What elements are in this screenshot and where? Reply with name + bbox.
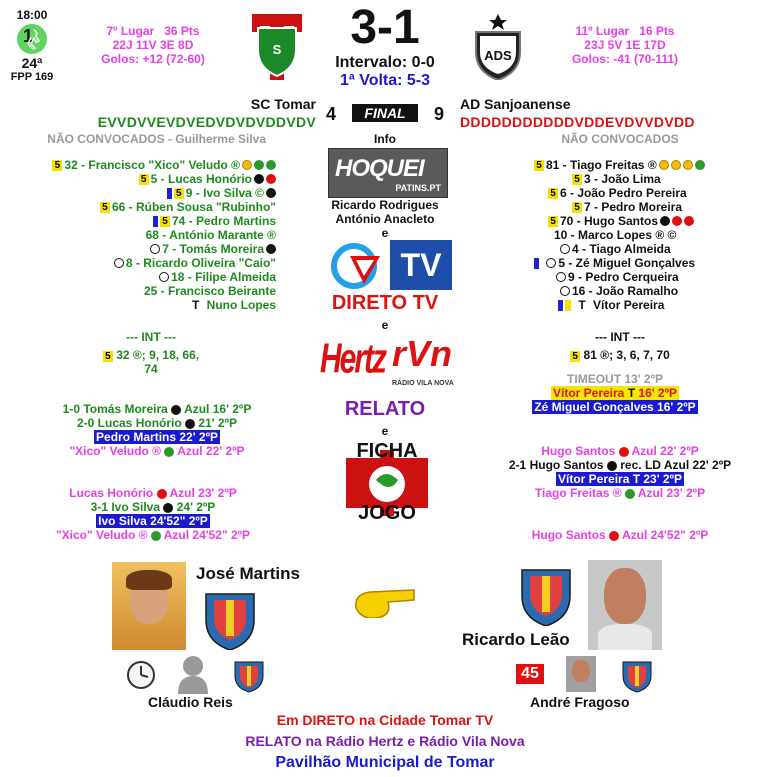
scoreboard [310, 2, 460, 90]
radio-logos[interactable]: Hertz rVn RÁDIO VILA NOVA [320, 333, 454, 387]
home-crest-icon [248, 14, 306, 80]
footer-radio: RELATO na Rádio Hertz e Rádio Vila Nova [245, 733, 525, 749]
round-digit: 1 [23, 26, 34, 46]
home-goals: Golos: +12 (72-60) [101, 52, 205, 66]
clock-icon [126, 660, 156, 690]
timeout-text: TIMEOUT 13' 2ºP [567, 372, 663, 386]
first-leg-score: 1ª Volta: 5-3 [339, 72, 431, 89]
cidade-tomar-tv-logo[interactable] [330, 240, 386, 290]
interval-score: Intervalo: 0-0 [335, 54, 435, 71]
home-team-name: SC Tomar [250, 96, 316, 112]
hertz-logo: Hertz [320, 336, 386, 383]
away-stats [550, 24, 700, 66]
list-item: 5 66 - Rúben Sousa "Rubinho" [100, 200, 276, 214]
match-time: 18:00 [16, 8, 48, 22]
list-item: 5 3 - João Lima [572, 172, 661, 186]
list-item: 10 - Marco Lopes ® © [554, 228, 677, 242]
away-int-line: 81 ®; 3, 6, 7, 70 [583, 348, 670, 362]
final-status-badge: FINAL [352, 104, 418, 122]
list-item: 25 - Francisco Beirante [143, 284, 276, 298]
round-badge [17, 24, 47, 54]
away-events-3: Hugo Santos Azul 24'52" 2ºP [531, 528, 709, 542]
tomar-crest-icon-4 [620, 658, 654, 694]
rvn-logo: rVn [392, 333, 453, 374]
list-item: 5 81 - Tiago Freitas ® [534, 158, 705, 172]
home-form-text: EVVDVVEVDVEDVDVDVDDVDV [97, 114, 316, 130]
home-lineup [30, 158, 276, 312]
away-not-called: NÃO CONVOCADOS [561, 132, 679, 146]
relato-label: RELATO [344, 398, 426, 420]
list-item: 5 6 - João Pedro Pereira [548, 186, 687, 200]
away-position: 11º Lugar [575, 24, 630, 38]
referee-second: António Anacleto [335, 212, 435, 226]
referee-main: Ricardo Rodrigues [331, 198, 439, 212]
list-item: 7 - Tomás Moreira [150, 242, 276, 256]
whistle-icon [352, 586, 420, 618]
skater-icon [17, 24, 47, 54]
away-int-header: --- INT --- [595, 330, 645, 344]
list-item: 5 74 - Pedro Martins [153, 214, 276, 228]
home-form [40, 114, 316, 130]
away-coach-name: Ricardo Leão [462, 630, 570, 649]
delegate-avatar [566, 656, 596, 692]
list-item: 5 5 - Lucas Honório [139, 172, 276, 186]
home-coach-name: José Martins [196, 564, 300, 583]
away-crest-icon [472, 14, 524, 80]
home-coach-avatar [112, 562, 186, 650]
round-info [8, 8, 56, 83]
info-label: Info [374, 132, 396, 146]
list-item: 5 70 - Hugo Santos [548, 214, 694, 228]
away-crest-text: ADS [484, 48, 512, 63]
away-form-text: DDDDDDDDDDDVDDEVDVVDVDD [460, 114, 695, 130]
list-item: 8 - Ricardo Oliveira "Caio" [114, 256, 276, 270]
list-item: 5 7 - Pedro Moreira [572, 200, 682, 214]
away-points: 16 Pts [639, 24, 675, 38]
ficha-jogo-logo[interactable]: FICHA JOGO [332, 440, 442, 526]
away-form-number: 9 [434, 104, 445, 124]
home-position: 7º Lugar [106, 24, 155, 38]
and-label-2: e [381, 424, 389, 438]
away-lineup [534, 158, 764, 312]
delegate-number-badge: 45 [516, 664, 544, 684]
hoquei-patins-logo[interactable]: HOQUEI PATINS.PT [328, 148, 448, 198]
home-points: 36 Pts [164, 24, 200, 38]
starter-badge: 5 [52, 160, 62, 171]
list-item: 5 - Zé Miguel Gonçalves [534, 256, 695, 270]
home-stats [88, 24, 218, 66]
home-int: --- INT --- 5 32 ®; 9, 18, 66, 74 [96, 330, 206, 376]
delegate-name: André Fragoso [530, 694, 630, 710]
and-label: e [381, 318, 389, 332]
away-int: --- INT --- 5 81 ®; 3, 6, 7, 70 [560, 330, 680, 362]
fpp-label: FPP 169 [10, 71, 54, 83]
blue-card-event: Zé Miguel Gonçalves 16' 2ºP [534, 400, 696, 414]
tomar-crest-icon [200, 586, 260, 650]
svg-text:S: S [272, 42, 282, 57]
referees: Ricardo Rodrigues António Anacleto e [310, 198, 460, 240]
list-item: 9 - Pedro Cerqueira [556, 270, 679, 284]
home-form-number: 4 [326, 104, 337, 124]
timekeeper-name: Cláudio Reis [148, 694, 233, 710]
person-placeholder-icon [176, 654, 210, 694]
away-form [460, 114, 760, 130]
away-team-name: AD Sanjoanense [460, 96, 571, 112]
list-item: 18 - Filipe Almeida [159, 270, 276, 284]
list-item: 68 - António Marante ® [145, 228, 276, 242]
footer-tv: Em DIRETO na Cidade Tomar TV [276, 712, 494, 728]
away-timeout: TIMEOUT 13' 2ºP Vítor Pereira T 16' 2ºP Zé Miguel Gonçalves 16' 2ºP [520, 372, 710, 414]
away-record: 23J 5V 1E 17D [584, 38, 666, 52]
home-int-header: --- INT --- [126, 330, 176, 344]
list-item: T Nuno Lopes [191, 298, 276, 312]
home-events-2: Lucas Honório Azul 23' 2ºP 3-1 Ivo Silva 24' 2ºP Ivo Silva 24'52" 2ºP "Xico" Veludo ® Azul 24'52" 2ºP [55, 486, 251, 542]
list-item: 5 32 - Francisco "Xico" Veludo ® [52, 158, 276, 172]
home-not-called: NÃO CONVOCADOS - Guilherme Silva [47, 132, 266, 146]
footer-venue: Pavilhão Municipal de Tomar [275, 754, 495, 771]
away-events-2: Hugo Santos Azul 22' 2ºP 2-1 Hugo Santos rec. LD Azul 22' 2ºP Vítor Pereira T 23' 2ºP Tiago Freitas ® Azul 23' 2ºP [508, 444, 732, 500]
list-item: 5 9 - Ivo Silva © [167, 186, 276, 200]
round-label: 24ª [21, 55, 43, 71]
direto-tv-label: DIRETO TV [331, 292, 439, 314]
away-coach-avatar [588, 560, 662, 650]
home-events-1: 1-0 Tomás Moreira Azul 16' 2ºP 2-0 Lucas Honório 21' 2ºP Pedro Martins 22' 2ºP "Xico" Veludo ® Azul 22' 2ºP [62, 402, 252, 458]
list-item: 16 - João Ramalho [560, 284, 678, 298]
list-item: 4 - Tiago Almeida [560, 242, 671, 256]
list-item: T Vítor Pereira [558, 298, 664, 312]
tomar-crest-icon-3 [232, 658, 266, 694]
home-record: 22J 11V 3E 8D [112, 38, 194, 52]
away-goals: Golos: -41 (70-111) [571, 52, 679, 66]
home-int-line: 32 ®; 9, 18, 66, 74 [116, 348, 200, 376]
tomar-crest-icon-2 [516, 562, 576, 626]
score: 3-1 [350, 1, 420, 54]
tv-logo[interactable]: TV [390, 240, 452, 290]
